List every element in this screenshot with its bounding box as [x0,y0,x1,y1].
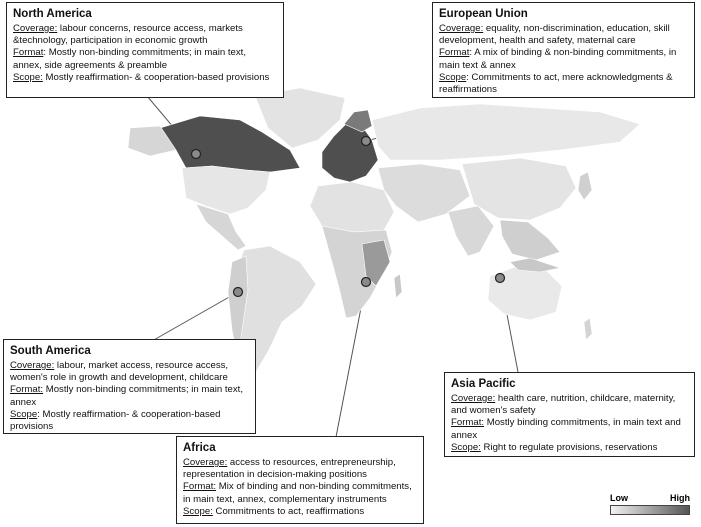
coverage-label: Coverage: [13,23,58,34]
southeast-asia-region [500,220,560,260]
coverage-label: Coverage: [451,393,496,404]
european-union-coverage [439,23,688,47]
coverage-label: Coverage: [10,360,55,371]
format-text: Mostly binding commitments, in main text and annex [451,417,681,441]
scope-label: Scope: [451,441,481,453]
scope-text: : Commitments to act, mere acknowledgments & reaffirmations [439,71,673,96]
scope-label: Scope: [13,71,43,83]
north-america-marker [192,150,201,159]
asia-pacific-box [444,372,695,457]
south-america-marker [234,288,243,297]
north-america-title: North America [13,8,92,20]
scope-label: Scope [439,71,467,83]
usa-region [182,166,270,214]
africa-scope [183,506,417,518]
south-asia-region [448,206,494,256]
south-america-title: South America [10,345,91,357]
africa-coverage [183,457,417,481]
north-america-scope [13,72,277,84]
madagascar [394,274,402,298]
scope-text: Commitments to act, reaffirmations [212,505,365,517]
format-text: : A mix of binding & non-binding commitments, in main text & annex [439,47,677,71]
africa-north [310,182,394,232]
scope-text: : Mostly reaffirmation- & cooperation-based provisions [10,408,221,433]
africa-title: Africa [183,442,216,454]
coverage-text: access to resources, entrepreneurship, representation in decision-making positions [183,457,396,481]
south-america-format [10,384,249,408]
scope-label: Scope: [183,505,213,517]
format-text: Mix of binding and non-binding commitments, in main text, annex, complementary instruments [183,481,412,505]
asia-pacific-title: Asia Pacific [451,378,516,390]
russia-region [372,104,640,160]
asia-pacific-format [451,417,688,441]
africa-format [183,481,417,505]
format-label: Format: [451,417,485,429]
european-union-title: European Union [439,8,528,20]
coverage-label: Coverage: [183,457,228,468]
european-union-scope [439,72,688,96]
japan-region [578,172,592,200]
scope-text: Mostly reaffirmation- & cooperation-based provisions [42,71,270,83]
north-america-format [13,47,277,71]
format-text: Mostly non-binding commitments; in main text, annex [10,384,244,408]
south-america-coverage [10,360,249,384]
africa-box [176,436,424,524]
asia-pacific-scope [451,442,688,454]
european-union-box [432,2,695,98]
scope-label: Scope [10,408,38,420]
legend-low-label: Low [610,493,628,503]
asia-pacific-coverage [451,393,688,417]
legend-gradient-bar [610,505,690,515]
coverage-label: Coverage: [439,23,484,34]
coverage-text: labour, market access, resource access, women's role in growth and development, childcare [10,360,229,384]
map-legend [610,493,690,519]
coverage-text: health care, nutrition, childcare, maternity, and women's safety [451,393,676,417]
coverage-text: equality, non-discrimination, education, skill development, health and safety, maternal care [439,23,670,47]
south-america-scope [10,409,249,433]
north-america-box [6,2,284,98]
south-america-box [3,339,256,434]
scope-text: Right to regulate provisions, reservations [480,441,658,453]
europe-region [322,124,378,182]
format-label: Format [439,47,470,59]
indonesia-region [510,258,560,272]
north-america-coverage [13,23,277,47]
format-label: Format: [183,481,217,493]
africa-marker [362,278,371,287]
european-union-marker [362,137,371,146]
legend-high-label: High [670,493,690,503]
format-label: Format: [10,384,44,396]
format-label: Format [13,47,44,59]
format-text: : Mostly non-binding commitments; in main text, annex, side agreements & preamble [13,47,247,71]
coverage-text: labour concerns, resource access, markets &technology, participation in economic growth [13,23,243,47]
asia-pacific-marker [496,274,505,283]
new-zealand [584,318,592,340]
european-union-format [439,47,688,71]
